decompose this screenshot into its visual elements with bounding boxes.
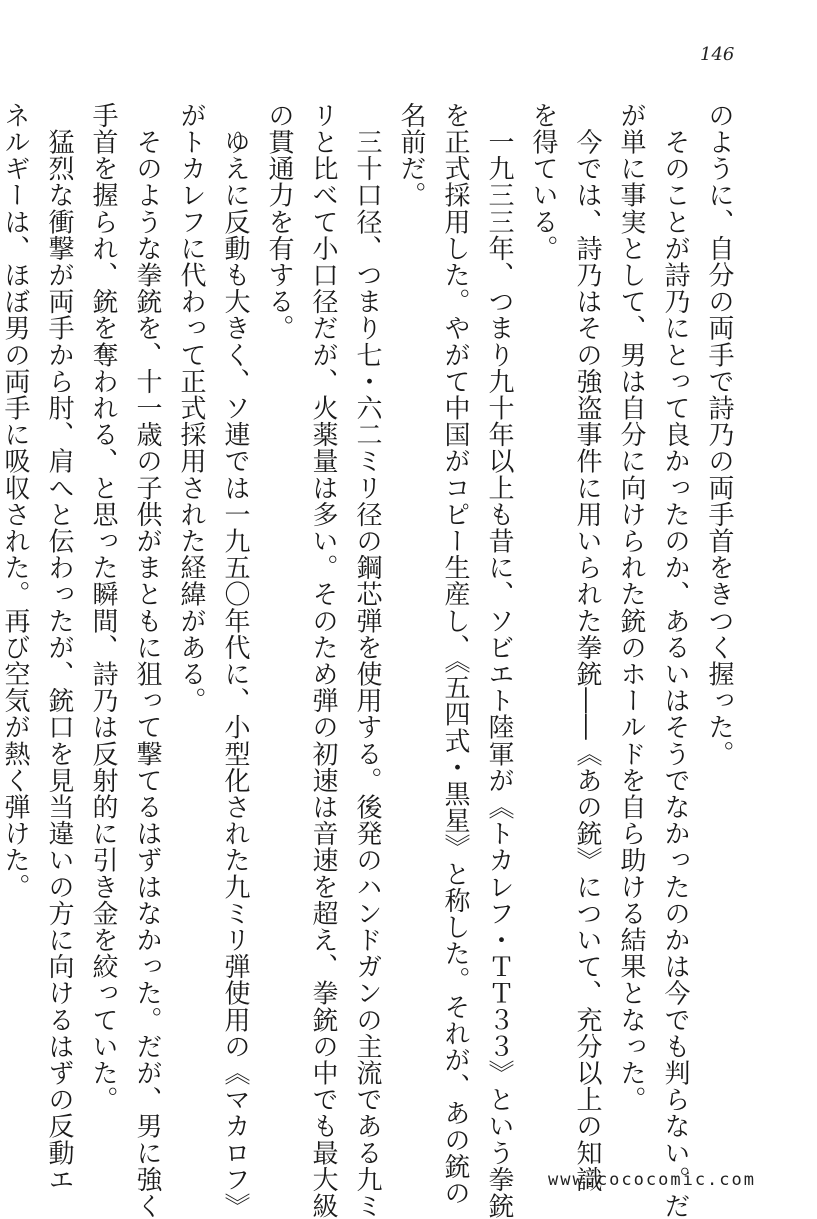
text-column: が単に事実として、男は自分に向けられた銃のホールドを自ら助ける結果となった。: [616, 102, 646, 1113]
text-column: がトカレフに代わって正式採用された経緯がある。: [176, 102, 206, 714]
text-column: 猛烈な衝撃が両手から肘、肩へと伝わったが、銃口を見当違いの方に向けるはずの反動エ: [44, 102, 74, 1193]
text-column: そのことが詩乃にとって良かったのか、あるいはそうでなかったのかは今でも判らない。だ: [660, 102, 690, 1219]
text-column: のように、自分の両手で詩乃の両手首をきつく握った。: [704, 102, 734, 767]
text-column: ネルギーは、ほぼ男の両手に吸収された。再び空気が熱く弾けた。: [0, 102, 30, 900]
text-column: 今では、詩乃はその強盗事件に用いられた拳銃――《あの銃》について、充分以上の知識: [572, 102, 602, 1193]
text-column: そのような拳銃を、十一歳の子供がまともに狙って撃てるはずはなかった。だが、男に強く: [132, 102, 162, 1219]
text-column: を正式採用した。やがて中国がコピー生産し、《五四式・黒星》と称した。それが、あの銃の: [440, 102, 470, 1207]
text-column: リと比べて小口径だが、火薬量は多い。そのため弾の初速は音速を超え、拳銃の中でも最大級: [308, 102, 338, 1219]
text-column: ゆえに反動も大きく、ソ連では一九五〇年代に、小型化された九ミリ弾使用の《マカロフ》: [220, 102, 250, 1219]
text-column: 一九三三年、つまり九十年以上も昔に、ソビエト陸軍が《トカレフ・ＴＴ３３》という拳銃: [484, 102, 514, 1219]
text-column: 名前だ。: [396, 102, 426, 209]
text-column: を得ている。: [528, 102, 558, 262]
text-column: の貫通力を有する。: [264, 102, 294, 342]
text-column: 三十口径、つまり七・六二ミリ径の鋼芯弾を使用する。後発のハンドガンの主流である九ミ: [352, 102, 382, 1219]
watermark-url: www.cococomic.com: [548, 1170, 756, 1190]
page-number: 146: [700, 44, 735, 65]
text-column: 手首を握られ、銃を奪われる、と思った瞬間、詩乃は反射的に引き金を絞っていた。: [88, 102, 118, 1113]
